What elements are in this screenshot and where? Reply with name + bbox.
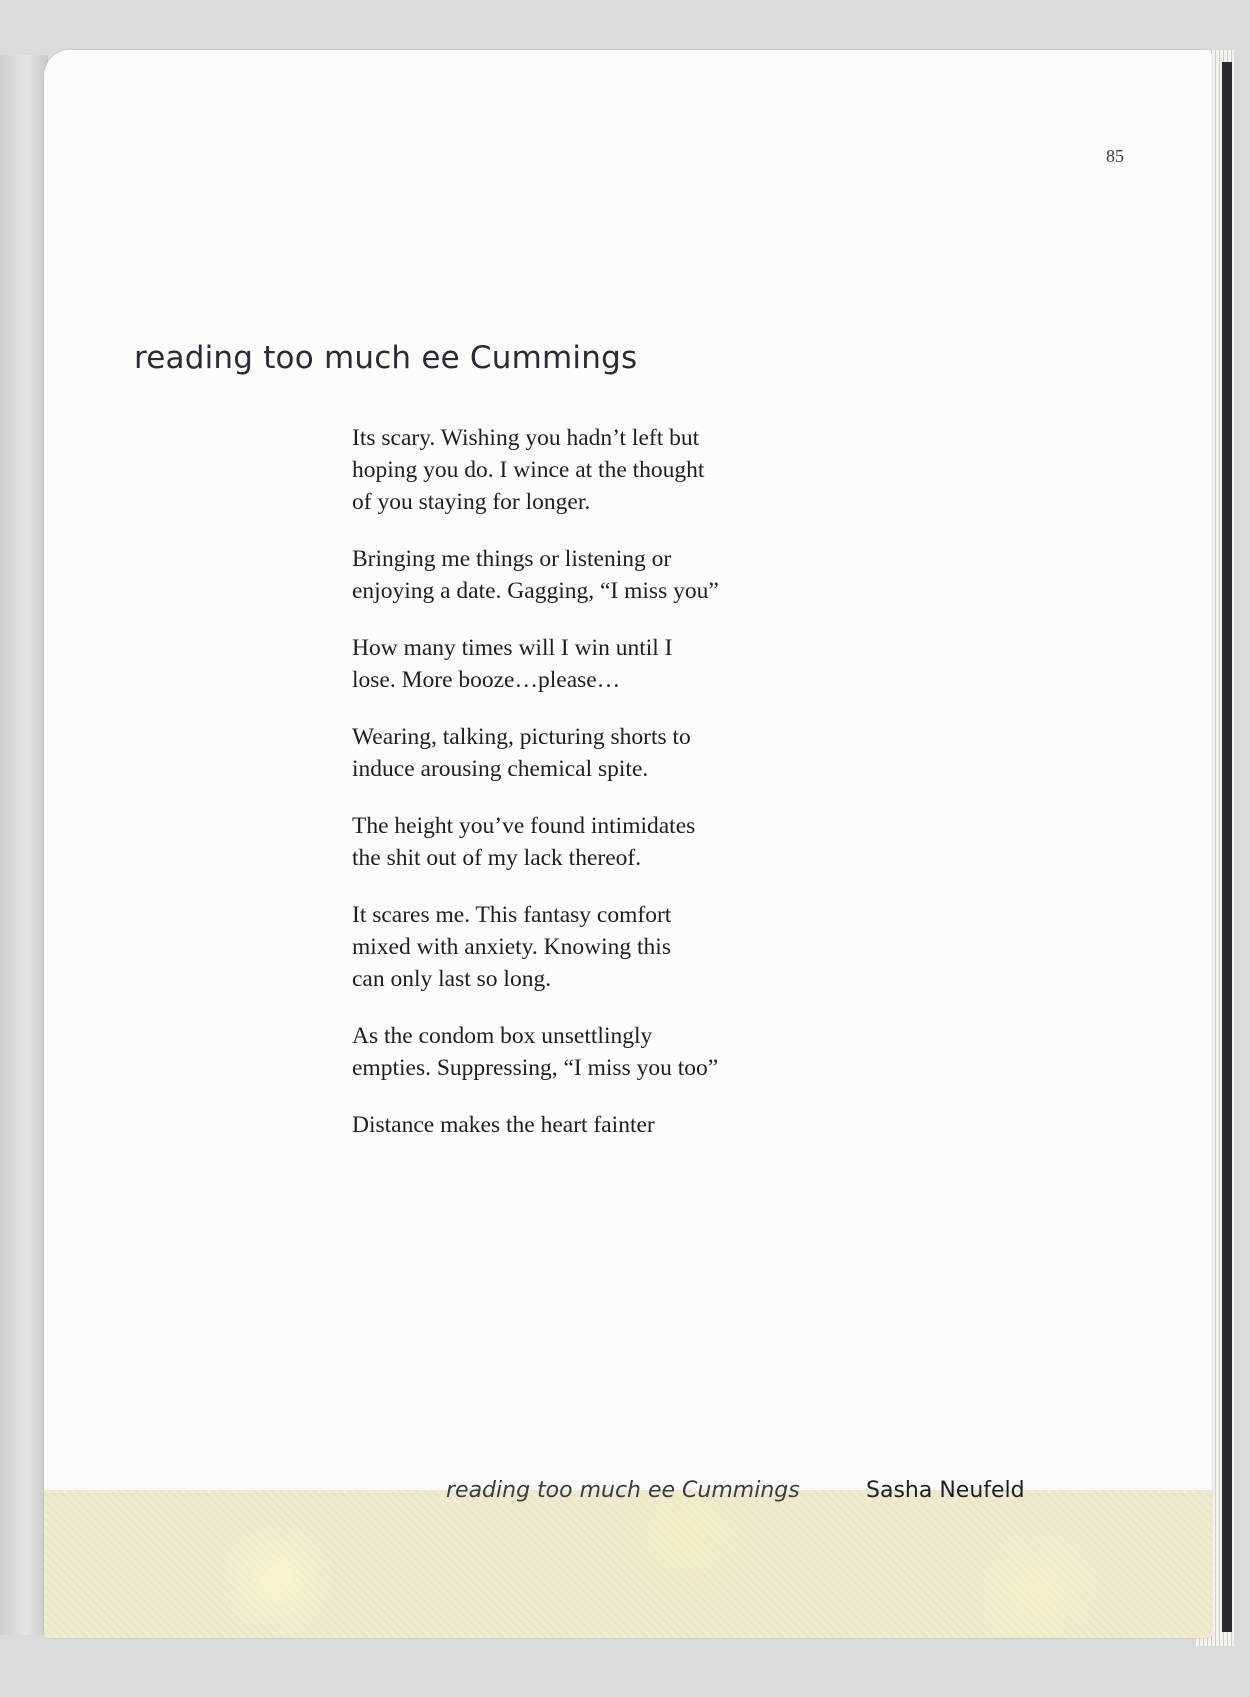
stanza xyxy=(352,721,852,785)
footer-poem-title: reading too much ee Cummings xyxy=(446,1478,800,1503)
poem-line: of you staying for longer. xyxy=(352,489,591,515)
poem-line: can only last so long. xyxy=(352,966,552,992)
poem-line: induce arousing chemical spite. xyxy=(352,756,649,782)
footer-author: Sasha Neufeld xyxy=(866,1478,1025,1503)
poem-line: empties. Suppressing, “I miss you too” xyxy=(352,1055,719,1081)
stanza xyxy=(352,422,852,518)
stanza xyxy=(352,1109,852,1141)
book-cover-edge xyxy=(1222,62,1232,1632)
poem-title: reading too much ee Cummings xyxy=(134,340,638,376)
poem-line: mixed with anxiety. Knowing this xyxy=(352,934,671,960)
poem-line: Bringing me things or listening or xyxy=(352,546,672,572)
poem-line: hoping you do. I wince at the thought xyxy=(352,457,705,483)
stanza xyxy=(352,632,852,696)
poem-line: enjoying a date. Gagging, “I miss you” xyxy=(352,578,719,604)
poem-line: Its scary. Wishing you hadn’t left but xyxy=(352,425,700,451)
poem-line: Distance makes the heart fainter xyxy=(352,1112,655,1138)
poem-line: lose. More booze…please… xyxy=(352,667,621,693)
page-number: 85 xyxy=(1106,146,1124,166)
poem-line: the shit out of my lack thereof. xyxy=(352,845,642,871)
footer-band xyxy=(44,1490,1212,1638)
poem-line: As the condom box unsettlingly xyxy=(352,1023,653,1049)
stanza xyxy=(352,1020,852,1084)
stanza xyxy=(352,543,852,607)
poem-line: It scares me. This fantasy comfort xyxy=(352,902,672,928)
poem-body xyxy=(352,422,852,1166)
stanza xyxy=(352,899,852,995)
poem-line: The height you’ve found intimidates xyxy=(352,813,696,839)
previous-page-edge xyxy=(0,55,48,1635)
poem-line: Wearing, talking, picturing shorts to xyxy=(352,724,691,750)
book-page xyxy=(44,50,1212,1638)
stanza xyxy=(352,810,852,874)
poem-line: How many times will I win until I xyxy=(352,635,673,661)
